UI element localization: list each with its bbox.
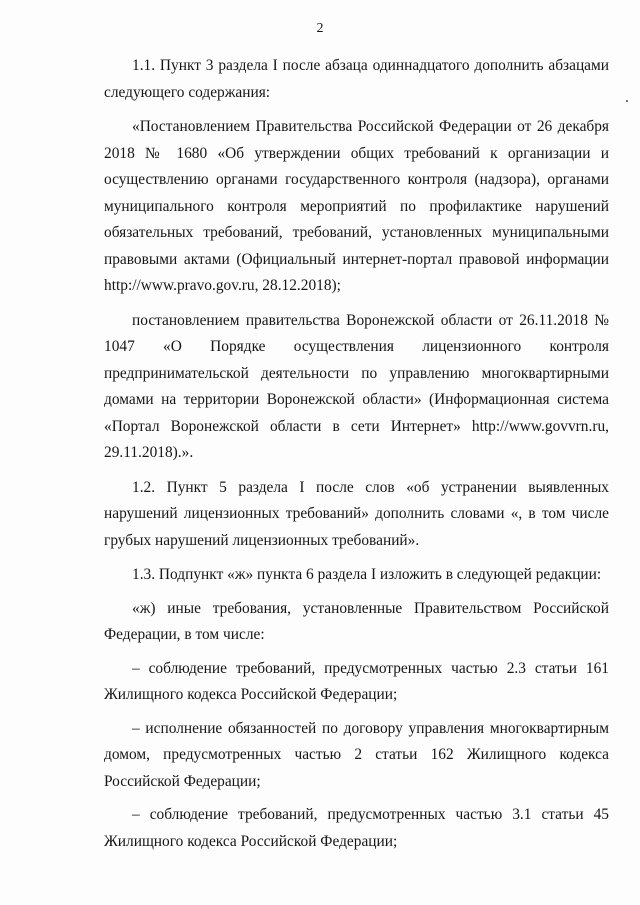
- paragraph-1-1: 1.1. Пункт 3 раздела I после абзаца одиннадцатого дополнить абзацами следующего содержания:: [104, 57, 609, 101]
- document-body: [104, 53, 609, 862]
- scan-mark: [626, 100, 628, 102]
- paragraph-resolution-1047: постановлением правительства Воронежской области от 26.11.2018 № 1047 «О Порядке осуществления лицензионного контроля предпринимательской деятельности по управлению многоквартирными домами на территории Воронежской области» (Информационная система «Портал Воронежской области в сети Интернет» http://www.govvrn.ru, 29.11.2018).».: [104, 311, 609, 461]
- list-item-2: – исполнение обязанностей по договору управления многоквартирным домом, предусмотренных частью 2 статьи 162 Жилищного кодекса Российской Федерации;: [104, 719, 609, 790]
- page-number: 2: [316, 21, 324, 36]
- paragraph-quote-resolution-1680: «Постановлением Правительства Российской Федерации от 26 декабря 2018 № 1680 «Об утверждении общих требований к организации и осуществлению органами государственного контроля (надзора), органами муниципального контроля мероприятий по профилактике нарушений обязательных требований, требований, установленных муниципальными правовыми актами (Официальный интернет-портал правовой информации http://www.pravo.gov.ru, 28.12.2018);: [104, 118, 609, 294]
- list-item-3: – соблюдение требований, предусмотренных частью 3.1 статьи 45 Жилищного кодекса Российской Федерации;: [104, 806, 609, 850]
- paragraph-1-3: 1.3. Подпункт «ж» пункта 6 раздела I изложить в следующей редакции:: [132, 566, 602, 583]
- paragraph-1-2: 1.2. Пункт 5 раздела I после слов «об устранении выявленных нарушений лицензионных требований» дополнить словами «, в том числе грубых нарушений лицензионных требований».: [104, 478, 609, 549]
- paragraph-subclause-zh: «ж) иные требования, установленные Правительством Российской Федерации, в том числе:: [104, 599, 609, 643]
- list-item-1: – соблюдение требований, предусмотренных частью 2.3 статьи 161 Жилищного кодекса Российской Федерации;: [104, 659, 609, 703]
